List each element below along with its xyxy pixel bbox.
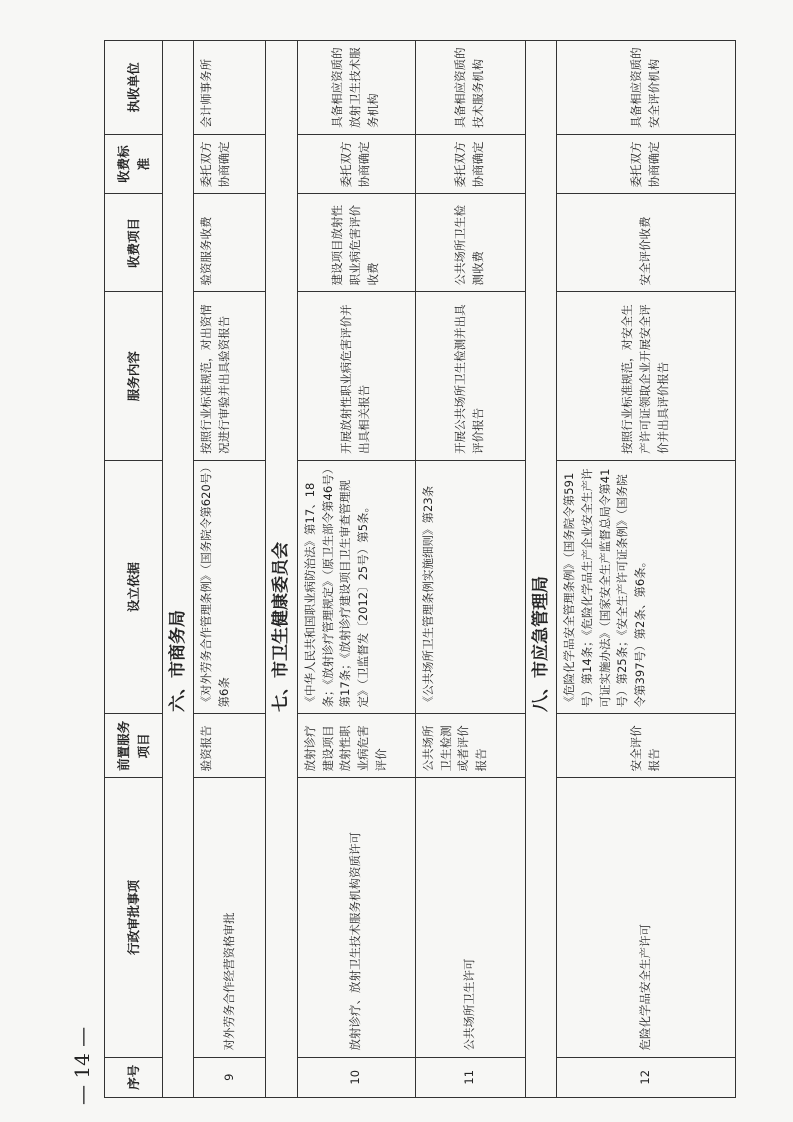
header-fee-std: 收费标准: [105, 134, 163, 194]
row-fee-item: 建设项目放射性职业病危害评价收费: [297, 194, 415, 292]
row-seq: 10: [297, 1057, 415, 1097]
section-row: [163, 41, 194, 1098]
header-fee-item: 收费项目: [105, 194, 163, 292]
header-basis: 设立依据: [105, 460, 163, 714]
row-unit: 会计师事务所: [194, 41, 266, 135]
row-fee-item: 安全评价收费: [557, 194, 736, 292]
row-fee-std: 委托双方协商确定: [194, 134, 266, 194]
row-item: 公共场所卫生许可: [415, 778, 525, 1057]
page-number: — 14 —: [70, 1026, 94, 1105]
row-pre: 安全评价报告: [557, 714, 736, 778]
row-unit: 具备相应资质的安全评价机构: [557, 41, 736, 135]
row-basis: 《公共场所卫生管理条例实施细则》第23条: [415, 460, 525, 714]
row-content: 按照行业标准规范，对安全生产许可证领取企业开展安全评价并出具评价报告: [557, 292, 736, 460]
row-content: 开展放射性职业病危害评价并出具相关报告: [297, 292, 415, 460]
header-seq: 序号: [105, 1057, 163, 1097]
section-title: 六、市商务局: [163, 41, 194, 714]
header-row: [105, 41, 163, 1098]
header-pre: 前置服务项目: [105, 714, 163, 778]
table-row: [297, 41, 415, 1098]
row-pre: 验资报告: [194, 714, 266, 778]
row-basis: 《对外劳务合作管理条例》（国务院令第620号）第6条: [194, 460, 266, 714]
section-row: [266, 41, 297, 1098]
row-fee-std: 委托双方协商确定: [557, 134, 736, 194]
table-row: [194, 41, 266, 1098]
row-item: 放射诊疗、放射卫生技术服务机构资质许可: [297, 778, 415, 1057]
row-content: 按照行业标准规范，对出资情况进行审验并出具验资报告: [194, 292, 266, 460]
row-basis: 《中华人民共和国职业病防治法》第17、18条；《放射诊疗管理规定》（原卫生部令第46号）第17条；《放射诊疗建设项目卫生审查管理规定》（卫监督发〔2012〕25号）第5条。: [297, 460, 415, 714]
section-title: 八、市应急管理局: [525, 41, 556, 714]
row-basis: 《危险化学品安全管理条例》（国务院令第591号）第14条；《危险化学品生产企业安全生产许可证实施办法》（国家安全生产监督总局令第41号）第25条；《安全生产许可证条例》（国务院令第397号）第2条、第6条。: [557, 460, 736, 714]
row-content: 开展公共场所卫生检测并出具评价报告: [415, 292, 525, 460]
approval-table: [104, 40, 736, 1098]
row-unit: 具备相应资质的技术服务机构: [415, 41, 525, 135]
row-seq: 12: [557, 1057, 736, 1097]
row-fee-std: 委托双方协商确定: [415, 134, 525, 194]
row-item: 危险化学品安全生产许可: [557, 778, 736, 1057]
row-pre: 放射诊疗建设项目放射性职业病危害评价: [297, 714, 415, 778]
row-seq: 9: [194, 1057, 266, 1097]
row-seq: 11: [415, 1057, 525, 1097]
header-item: 行政审批事项: [105, 778, 163, 1057]
header-content: 服务内容: [105, 292, 163, 460]
row-pre: 公共场所卫生检测或者评价报告: [415, 714, 525, 778]
header-unit: 执收单位: [105, 41, 163, 135]
section-row: [525, 41, 556, 1098]
table-row: [415, 41, 525, 1098]
approval-table-rotated: [104, 40, 731, 1098]
page-number-wrap: [70, 985, 110, 1105]
table-row: [557, 41, 736, 1098]
row-fee-std: 委托双方协商确定: [297, 134, 415, 194]
row-fee-item: 公共场所卫生检测收费: [415, 194, 525, 292]
row-item: 对外劳务合作经营资格审批: [194, 778, 266, 1057]
row-fee-item: 验资服务收费: [194, 194, 266, 292]
row-unit: 具备相应资质的放射卫生技术服务机构: [297, 41, 415, 135]
section-title: 七、市卫生健康委员会: [266, 41, 297, 714]
